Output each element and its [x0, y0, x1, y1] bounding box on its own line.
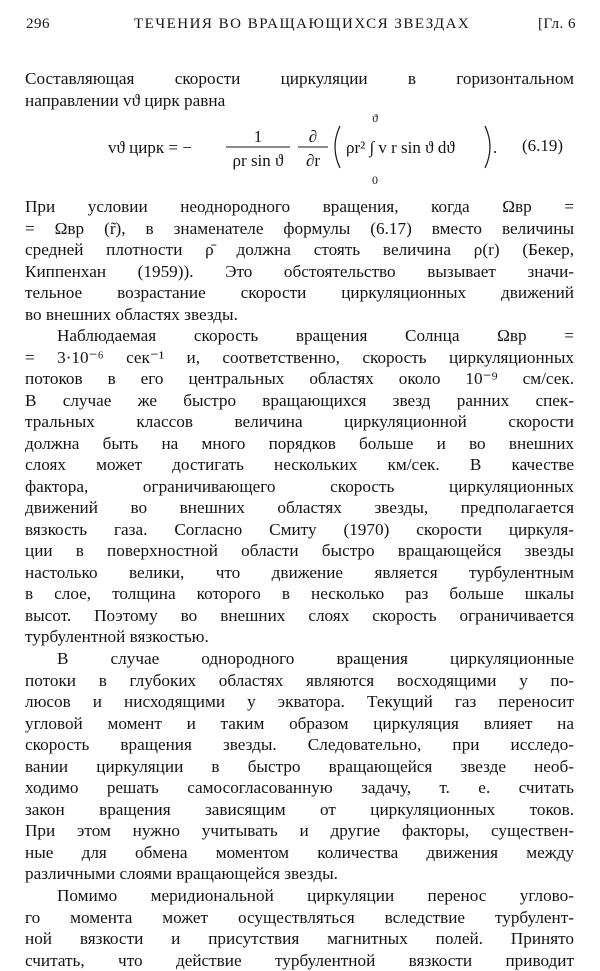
page-number: 296 — [26, 16, 50, 33]
text-line: В случае же быстро вращающихся звезд ранних спек- — [25, 390, 574, 412]
running-title: ТЕЧЕНИЯ ВО ВРАЩАЮЩИХСЯ ЗВЕЗДАХ — [134, 16, 470, 33]
paragraph-1 — [25, 196, 574, 325]
paragraph-2 — [25, 325, 574, 648]
text-line: фактора, ограничивающего скорость циркуляционных — [25, 476, 574, 498]
eq-frac1-den: ρr sin ϑ — [233, 151, 284, 170]
text-line: При условии неоднородного вращения, когда Ωвр = — [25, 196, 574, 218]
equation-graphic — [0, 104, 600, 188]
text-line: должна быть на много порядков больше и во внешних — [25, 433, 574, 455]
text-line: ные для обмена моментом количества движения между — [25, 842, 574, 864]
eq-lhs: vϑ цирк = − — [108, 138, 192, 157]
text-line: считать, что действие турбулентной вязкости приводит — [25, 950, 574, 971]
text-line: При этом нужно учитывать и другие факторы, существен- — [25, 820, 574, 842]
text-line: В случае однородного вращения циркуляционные — [25, 648, 574, 670]
text-line: закон вращения зависящим от циркуляционных токов. — [25, 799, 574, 821]
text-line: ной вязкости и присутствия магнитных полей. Принято — [25, 928, 574, 950]
paragraph-3 — [25, 648, 574, 885]
running-header — [26, 16, 576, 38]
eq-integrand: ρr² ∫ v r sin ϑ dϑ — [346, 138, 455, 158]
text-line: потоки в глубоких областях являются восходящими у по- — [25, 670, 574, 692]
text-line: вании циркуляции в быстро вращающейся звезде необ- — [25, 756, 574, 778]
text-line: потоков в его центральных областях около 10⁻⁹ см/сек. — [25, 368, 574, 390]
text-line: настолько велики, что движение является турбулентным — [25, 562, 574, 584]
eq-period: . — [493, 138, 497, 157]
text-line: различными слоями вращающейся звезды. — [25, 863, 574, 885]
text-line: ходимо решать самосогласованную задачу, т. е. считать — [25, 777, 574, 799]
text-line: тельное возрастание скорости циркуляционных движений — [25, 282, 574, 304]
eq-frac2-den: ∂r — [306, 151, 320, 170]
text-line: угловой момент и таким образом циркуляция влияет на — [25, 713, 574, 735]
text-line: слоях может достигать нескольких км/сек. В качестве — [25, 454, 574, 476]
text-line: турбулентной вязкостью. — [25, 626, 574, 648]
text-line: Составляющая скорости циркуляции в горизонтальном — [25, 68, 574, 90]
eq-frac1-num: 1 — [254, 127, 263, 146]
text-line: движений во внешних областях звезды, предполагается — [25, 497, 574, 519]
equation-number: (6.19) — [522, 136, 563, 156]
eq-left-paren — [335, 126, 340, 168]
text-line: высот. Поэтому во внешних слоях скорость ограничивается — [25, 605, 574, 627]
chapter-ref: [Гл. 6 — [538, 16, 576, 33]
eq-upper-limit: ϑ — [372, 111, 378, 125]
text-line: Помимо меридиональной циркуляции перенос углово- — [25, 885, 574, 907]
text-line: средней плотности ρ̄ должна стоять величина ρ(r) (Бекер, — [25, 239, 574, 261]
text-line: вязкость газа. Согласно Смиту (1970) скорости циркуля- — [25, 519, 574, 541]
text-line: го момента может осуществляться вследствие турбулент- — [25, 907, 574, 929]
text-line: Наблюдаемая скорость вращения Солнца Ωвр = — [25, 325, 574, 347]
text-line: = 3·10⁻⁶ сек⁻¹ и, соответственно, скорость циркуляционных — [25, 347, 574, 369]
text-line: Киппенхан (1959)). Это обстоятельство вызывает значи- — [25, 261, 574, 283]
text-line: = Ωвр (r̃), в знаменателе формулы (6.17) вместо величины — [25, 218, 574, 240]
text-line: тральных классов величина циркуляционной скорости — [25, 411, 574, 433]
eq-lower-limit: 0 — [372, 173, 378, 187]
text-line: люсов и нисходящими у экватора. Текущий газ переносит — [25, 691, 574, 713]
paragraph-4 — [25, 885, 574, 971]
text-line: в слое, толщина которого в несколько раз больше шкалы — [25, 583, 574, 605]
text-line: скорость вращения звезды. Следовательно, при исследо- — [25, 734, 574, 756]
text-line: во внешних областях звезды. — [25, 304, 574, 326]
eq-right-paren — [485, 126, 490, 168]
equation-6-19 — [0, 104, 600, 188]
text-line: ции в поверхностной области быстро вращающейся звезды — [25, 540, 574, 562]
text-line: направлении vϑ цирк равна — [25, 90, 574, 112]
eq-frac2-num: ∂ — [309, 127, 317, 146]
